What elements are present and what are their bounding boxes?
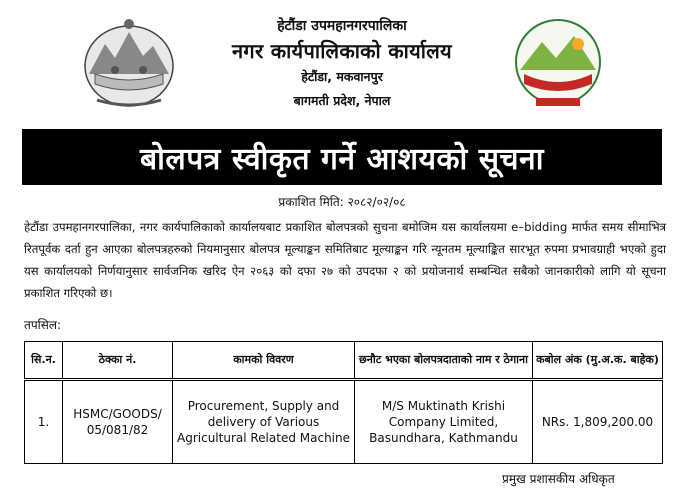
municipality-name: हेटौंडा उपमहानगरपालिका xyxy=(277,18,407,34)
hetauda-municipality-logo-icon xyxy=(508,14,608,112)
signature-title: प्रमुख प्रशासकीय अधिकृत xyxy=(502,472,615,486)
cell-description: Procurement, Supply and delivery of Various Agricultural Related Machine xyxy=(173,380,355,464)
table-header-row xyxy=(25,342,663,380)
col-header-bid-amount: कबोल अंक (मु.अ.क. बाहेक) xyxy=(533,342,663,380)
office-name: नगर कार्यपालिकाको कार्यालय xyxy=(232,39,452,63)
nepal-coat-of-arms-icon xyxy=(75,14,183,112)
details-label: तपसिल: xyxy=(24,318,62,332)
notice-body: हेटौंडा उपमहानगरपालिका, नगर कार्यपालिकाको कार्यालयबाट प्रकाशित बोलपत्रको सुचना बमोजिम यस कार्यालयमा e–bidding मार्फत समय सीमाभित्र रितपूर्वक दर्ता हुन आएका बोलपत्रहरुको नियमानुसार बोलपत्र मूल्याङ्कन समितिबाट मूल्याङ्कन गरि न्यूनतम मूल्याङ्कित सारभूत रुपमा प्रभावग्राही भएको हुदा यस कार्यालयको निर्णयानुसार सार्वजनिक खरिद ऐन २०६३ को दफा २७ को उपदफा २ को प्रयोजनार्थ सम्बन्धित सबैको जानकारीको लागि यो सूचना प्रकाशित गरिएको छ। xyxy=(24,220,666,300)
cell-contract-no: HSMC/GOODS/ 05/081/82 xyxy=(63,380,173,464)
office-province: बागमती प्रदेश, नेपाल xyxy=(293,93,391,108)
office-address: हेटौंडा, मकवानपुर xyxy=(301,69,383,84)
cell-bidder: M/S Muktinath Krishi Company Limited, Basundhara, Kathmandu xyxy=(355,380,533,464)
award-table xyxy=(24,341,663,464)
col-header-bidder: छनौट भएका बोलपत्रदाताको नाम र ठेगाना xyxy=(355,342,533,380)
col-header-description: कामको विवरण xyxy=(173,342,355,380)
cell-bid-amount: NRs. 1,809,200.00 xyxy=(533,380,663,464)
notice-title: बोलपत्र स्वीकृत गर्ने आशयको सूचना xyxy=(140,141,544,177)
letterhead xyxy=(0,0,684,120)
col-header-sn: सि.न. xyxy=(25,342,63,380)
col-header-contract-no: ठेक्का नं. xyxy=(63,342,173,380)
published-date: प्रकाशित मिति: २०८२/०२/०८ xyxy=(278,195,406,209)
table-row xyxy=(25,380,663,464)
cell-sn: 1. xyxy=(25,380,63,464)
notice-title-banner xyxy=(22,129,662,185)
